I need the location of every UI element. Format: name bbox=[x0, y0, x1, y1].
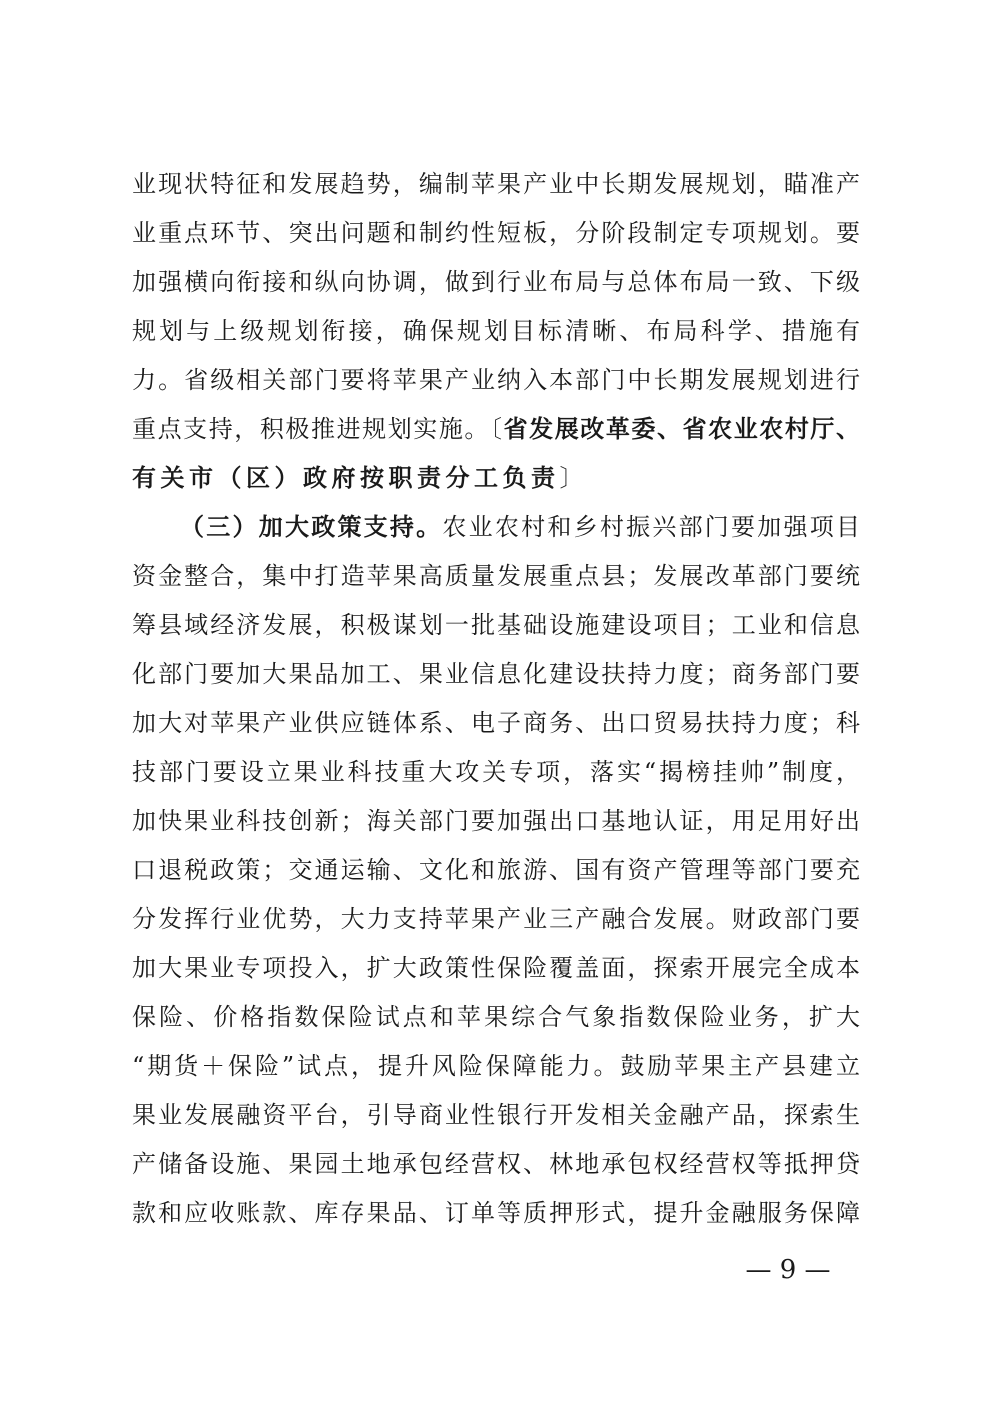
body-line-4: 规划与上级规划衔接，确保规划目标清晰、布局科学、措施有 bbox=[132, 317, 860, 345]
body-line-19: “期货＋保险”试点，提升风险保障能力。鼓励苹果主产县建立 bbox=[132, 1052, 860, 1080]
responsibility-departments: 省发展改革委、省农业农村厅、 bbox=[503, 414, 860, 443]
closing-bracket: 〕 bbox=[559, 464, 588, 492]
body-line-6 bbox=[132, 409, 860, 449]
body-line-10: 筹县域经济发展，积极谋划一批基础设施建设项目；工业和信息 bbox=[132, 611, 860, 639]
body-line-6-text: 重点支持，积极推进规划实施。〔 bbox=[132, 415, 504, 443]
body-line-13: 技部门要设立果业科技重大攻关专项，落实“揭榜挂帅”制度， bbox=[132, 758, 860, 786]
responsibility-cities: 有关市（区）政府按职责分工负责 bbox=[132, 463, 560, 492]
body-line-2: 业重点环节、突出问题和制约性短板，分阶段制定专项规划。要 bbox=[132, 219, 860, 247]
section-heading: （三）加大政策支持。 bbox=[180, 512, 443, 541]
section-heading-line bbox=[180, 507, 860, 547]
body-line-11: 化部门要加大果品加工、果业信息化建设扶持力度；商务部门要 bbox=[132, 660, 860, 688]
body-line-3: 加强横向衔接和纵向协调，做到行业布局与总体布局一致、下级 bbox=[132, 268, 860, 296]
body-line-18: 保险、价格指数保险试点和苹果综合气象指数保险业务，扩大 bbox=[132, 1003, 860, 1031]
section-heading-line-text: 农业农村和乡村振兴部门要加强项目 bbox=[442, 513, 860, 541]
body-line-7 bbox=[132, 458, 860, 498]
body-line-21: 产储备设施、果园土地承包经营权、林地承包权经营权等抵押贷 bbox=[132, 1150, 860, 1178]
body-line-22: 款和应收账款、库存果品、订单等质押形式，提升金融服务保障 bbox=[132, 1199, 860, 1227]
body-line-5: 力。省级相关部门要将苹果产业纳入本部门中长期发展规划进行 bbox=[132, 366, 860, 394]
body-line-15: 口退税政策；交通运输、文化和旅游、国有资产管理等部门要充 bbox=[132, 856, 860, 884]
body-line-14: 加快果业科技创新；海关部门要加强出口基地认证，用足用好出 bbox=[132, 807, 860, 835]
page-number: — 9 — bbox=[745, 1255, 831, 1285]
body-line-12: 加大对苹果产业供应链体系、电子商务、出口贸易扶持力度；科 bbox=[132, 709, 860, 737]
body-line-17: 加大果业专项投入，扩大政策性保险覆盖面，探索开展完全成本 bbox=[132, 954, 860, 982]
body-line-20: 果业发展融资平台，引导商业性银行开发相关金融产品，探索生 bbox=[132, 1101, 860, 1129]
body-line-16: 分发挥行业优势，大力支持苹果产业三产融合发展。财政部门要 bbox=[132, 905, 860, 933]
body-line-1: 业现状特征和发展趋势，编制苹果产业中长期发展规划，瞄准产 bbox=[132, 170, 860, 198]
body-line-9: 资金整合，集中打造苹果高质量发展重点县；发展改革部门要统 bbox=[132, 562, 860, 590]
